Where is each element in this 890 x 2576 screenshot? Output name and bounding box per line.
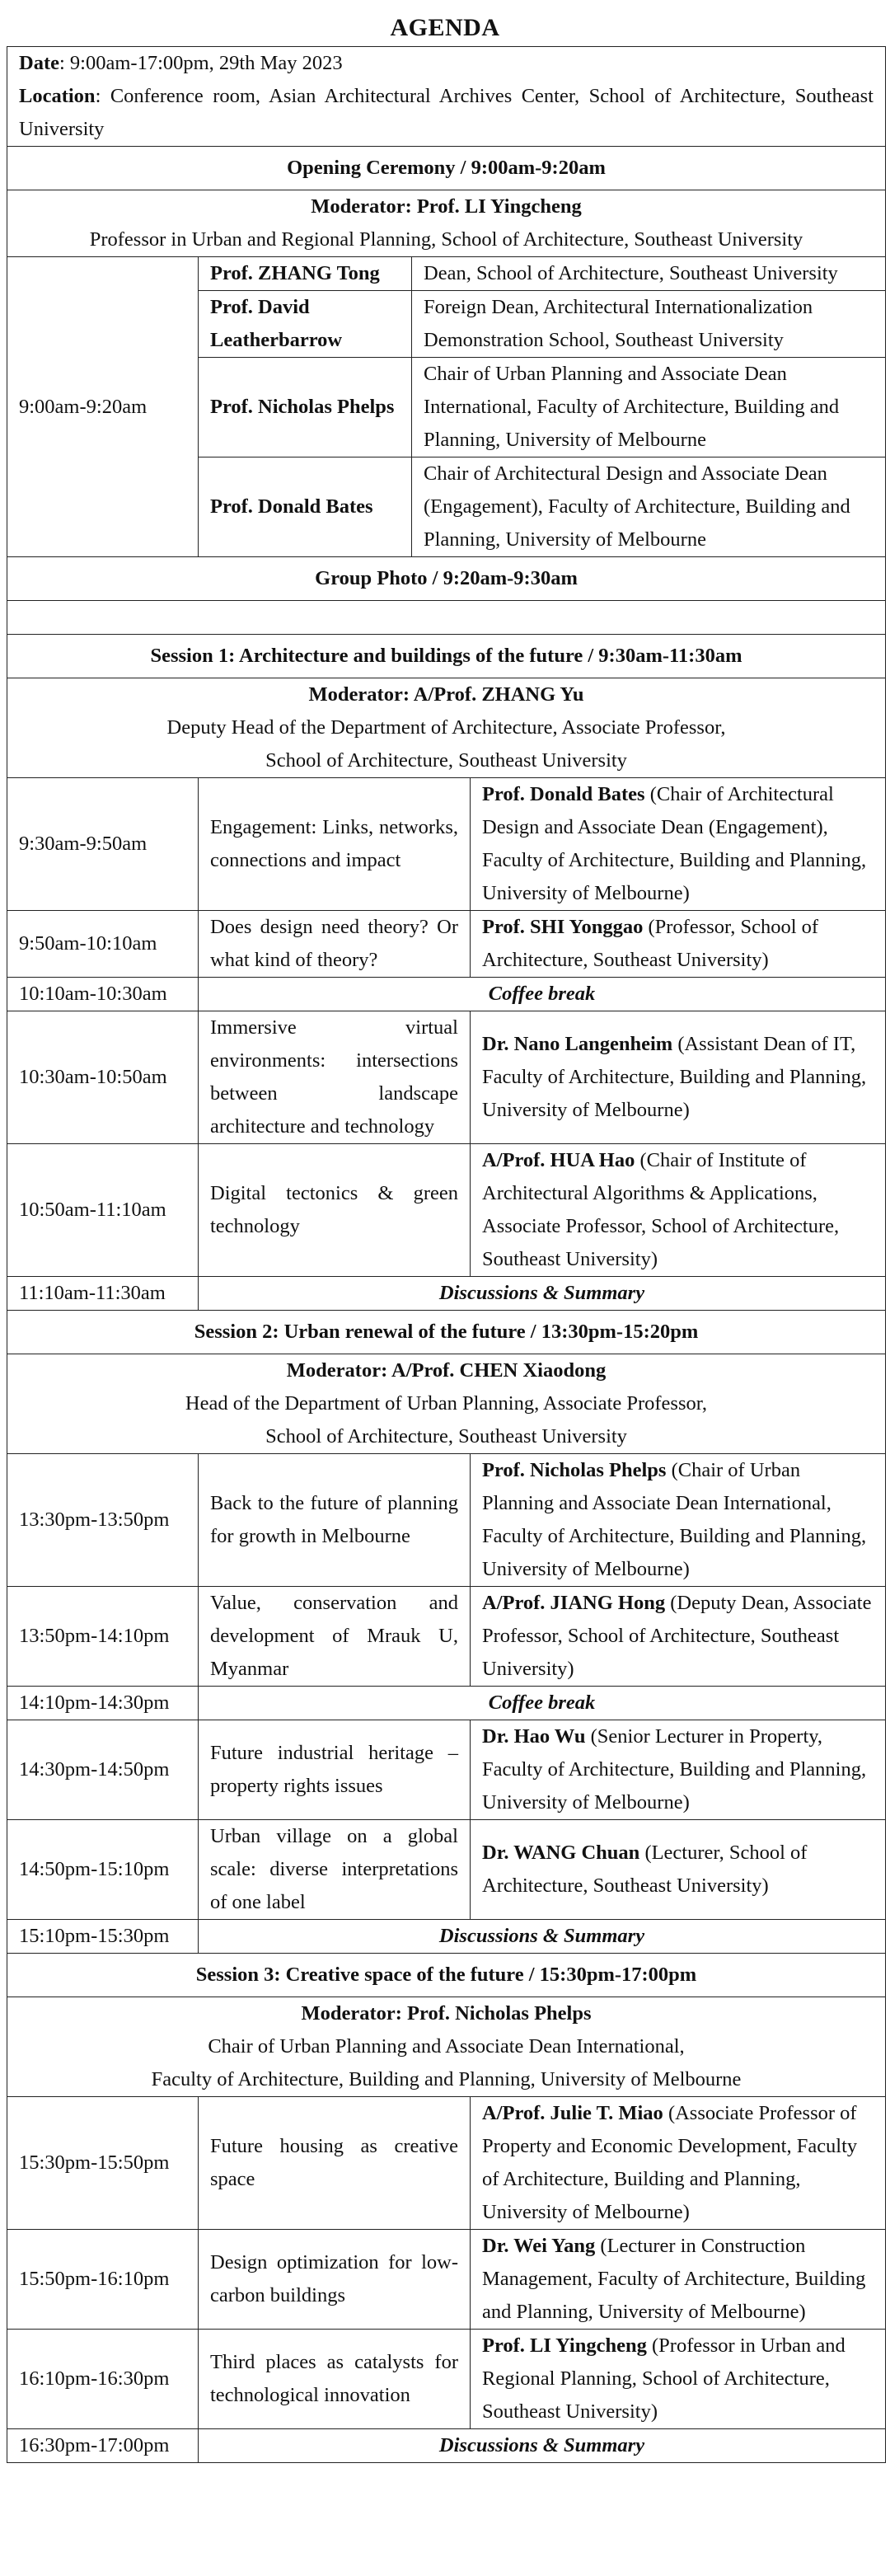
talk-row [7,1144,886,1277]
session-header-row [7,1954,886,1997]
speaker-cell [471,1587,886,1687]
time-slot: 14:10pm-14:30pm [7,1687,199,1720]
info-cell [7,47,886,147]
time-slot: 13:30pm-13:50pm [7,1454,199,1587]
break-row [7,1277,886,1311]
info-row [7,47,886,147]
time-slot: 11:10am-11:30am [7,1277,199,1311]
speaker-cell [471,1144,886,1277]
opening-speaker-role: Chair of Architectural Design and Associate Dean (Engagement), Faculty of Architecture, Building and Planning, University of Melbourne [424,462,850,551]
session-moderator-cell [7,678,886,778]
opening-moderator: Moderator: Prof. LI Yingcheng [311,195,582,218]
opening-speaker-role: Foreign Dean, Architectural Internationalization Demonstration School, Southeast University [412,291,886,358]
speaker-cell [471,2097,886,2230]
session-header-row [7,635,886,678]
talk-row [7,911,886,978]
opening-speaker-role: Chair of Urban Planning and Associate Dean International, Faculty of Architecture, Building and Planning, University of Melbourne [412,358,886,457]
speaker-cell [471,1454,886,1587]
talk-row [7,1454,886,1587]
break-label: Discussions & Summary [199,2429,886,2463]
spacer-row [7,601,886,635]
speaker-affiliation: (Lecturer in Construction Management, Faculty of Architecture, Building and Planning, University of Melbourne) [482,2235,866,2323]
speaker-name: Prof. Nicholas Phelps [482,1459,667,1481]
speaker-cell [471,2330,886,2429]
break-row [7,1920,886,1954]
speaker-name: Dr. Hao Wu [482,1725,586,1748]
opening-speakers-row [7,257,886,557]
time-slot: 15:50pm-16:10pm [7,2230,199,2330]
session-moderator-row [7,1354,886,1454]
speaker-cell [471,911,886,978]
speaker-name: Prof. LI Yingcheng [482,2334,647,2357]
speaker-affiliation: (Professor in Urban and Regional Planning, School of Architecture, Southeast University) [482,2334,846,2423]
session-header: Session 3: Creative space of the future / 15:30pm-17:00pm [7,1954,886,1997]
opening-moderator-cell [7,190,886,257]
opening-speaker-role: Dean, School of Architecture, Southeast University [412,257,886,291]
time-slot: 9:50am-10:10am [7,911,199,978]
talk-topic: Immersive virtual environments: intersections between landscape architecture and technology [199,1011,471,1144]
opening-speakers-cell [199,257,886,557]
opening-speaker-row [199,457,885,557]
time-slot: 16:10pm-16:30pm [7,2330,199,2429]
opening-header: Opening Ceremony / 9:00am-9:20am [7,147,886,190]
talk-row [7,1720,886,1820]
talk-row [7,1820,886,1920]
speaker-name: Dr. Nano Langenheim [482,1033,673,1055]
speaker-name: A/Prof. JIANG Hong [482,1592,666,1614]
speaker-cell [471,778,886,911]
talk-topic: Urban village on a global scale: diverse interpretations of one label [199,1820,471,1920]
talk-row [7,1011,886,1144]
session-header-row [7,1311,886,1354]
location-label: Location [19,85,96,107]
talk-topic: Third places as catalysts for technological innovation [199,2330,471,2429]
session-moderator: Moderator: Prof. Nicholas Phelps [301,2002,592,2025]
speaker-name: Dr. WANG Chuan [482,1842,640,1864]
time-slot: 10:50am-11:10am [7,1144,199,1277]
opening-speakers-table [199,257,885,556]
speaker-affiliation: (Chair of Institute of Architectural Algorithms & Applications, Associate Professor, School of Architecture, Southeast University) [482,1149,840,1270]
talk-topic: Future housing as creative space [199,2097,471,2230]
opening-time: 9:00am-9:20am [7,257,199,557]
session-moderator-cell [7,1997,886,2097]
agenda-table [7,46,886,2463]
session-moderator-desc: School of Architecture, Southeast University [265,1425,627,1448]
time-slot: 13:50pm-14:10pm [7,1587,199,1687]
speaker-cell [471,1720,886,1820]
session-moderator-row [7,1997,886,2097]
talk-topic: Design optimization for low-carbon buildings [199,2230,471,2330]
break-row [7,2429,886,2463]
break-label: Coffee break [199,1687,886,1720]
break-row [7,1687,886,1720]
talk-topic: Back to the future of planning for growth in Melbourne [199,1454,471,1587]
speaker-cell [471,1011,886,1144]
break-label: Coffee break [199,978,886,1011]
session-moderator: Moderator: A/Prof. CHEN Xiaodong [286,1359,607,1382]
page-title: AGENDA [390,14,500,41]
session-header: Session 1: Architecture and buildings of the future / 9:30am-11:30am [7,635,886,678]
spacer-cell [7,601,886,635]
talk-topic: Engagement: Links, networks, connections and impact [199,778,471,911]
time-slot: 10:30am-10:50am [7,1011,199,1144]
time-slot: 16:30pm-17:00pm [7,2429,199,2463]
time-slot: 15:30pm-15:50pm [7,2097,199,2230]
time-slot: 14:30pm-14:50pm [7,1720,199,1820]
time-slot: 14:50pm-15:10pm [7,1820,199,1920]
opening-speaker-name: Prof. Nicholas Phelps [199,358,412,457]
speaker-name: Prof. Donald Bates [482,783,645,805]
opening-moderator-row [7,190,886,257]
speaker-name: A/Prof. Julie T. Miao [482,2102,663,2124]
speaker-name: Dr. Wei Yang [482,2235,596,2257]
date-value: : 9:00am-17:00pm, 29th May 2023 [59,52,343,74]
speaker-affiliation: (Professor, School of Architecture, Southeast University) [482,916,819,971]
talk-row [7,2330,886,2429]
speaker-affiliation: (Deputy Dean, Associate Professor, School of Architecture, Southeast University) [482,1592,872,1680]
session-header: Session 2: Urban renewal of the future / 13:30pm-15:20pm [7,1311,886,1354]
speaker-cell [471,1820,886,1920]
date-line [19,47,874,80]
break-row [7,978,886,1011]
break-label: Discussions & Summary [199,1277,886,1311]
session-moderator-cell [7,1354,886,1454]
talk-topic: Does design need theory? Or what kind of theory? [199,911,471,978]
opening-speaker-row [199,291,885,358]
session-moderator-row [7,678,886,778]
opening-speaker-name: Prof. ZHANG Tong [199,257,412,291]
speaker-affiliation: (Lecturer, School of Architecture, Southeast University) [482,1842,808,1897]
speaker-name: A/Prof. HUA Hao [482,1149,635,1171]
location-line [19,80,874,146]
location-value: : Conference room, Asian Architectural Archives Center, School of Architecture, Southeast University [19,85,874,140]
opening-moderator-desc: Professor in Urban and Regional Planning, School of Architecture, Southeast University [89,228,803,251]
opening-speaker-row [199,257,885,291]
session-moderator: Moderator: A/Prof. ZHANG Yu [308,683,584,706]
time-slot: 9:30am-9:50am [7,778,199,911]
talk-topic: Future industrial heritage – property rights issues [199,1720,471,1820]
session-moderator-desc: Chair of Urban Planning and Associate Dean International, [208,2035,685,2058]
talk-row [7,2230,886,2330]
talk-row [7,778,886,911]
date-label: Date [19,52,59,74]
speaker-name: Prof. SHI Yonggao [482,916,644,938]
break-label: Discussions & Summary [199,1920,886,1954]
talk-topic: Value, conservation and development of Mrauk U, Myanmar [199,1587,471,1687]
session-moderator-desc: Head of the Department of Urban Planning, Associate Professor, [185,1392,708,1415]
opening-speaker-row [199,358,885,457]
talk-topic: Digital tectonics & green technology [199,1144,471,1277]
speaker-affiliation: (Chair of Architectural Design and Associate Dean (Engagement), Faculty of Architecture, Building and Planning, University of Melbourne) [482,783,867,904]
time-slot: 15:10pm-15:30pm [7,1920,199,1954]
speaker-affiliation: (Associate Professor of Property and Economic Development, Faculty of Architecture, Building and Planning, University of Melbourne) [482,2102,858,2223]
opening-speaker-name: Prof. David Leatherbarrow [199,291,412,358]
group-photo-row [7,557,886,601]
session-moderator-desc: Faculty of Architecture, Building and Planning, University of Melbourne [151,2068,742,2090]
session-moderator-desc: Deputy Head of the Department of Architecture, Associate Professor, [166,716,726,739]
opening-header-row [7,147,886,190]
talk-row [7,2097,886,2230]
session-moderator-desc: School of Architecture, Southeast University [265,749,627,772]
group-photo: Group Photo / 9:20am-9:30am [7,557,886,601]
speaker-affiliation: (Chair of Urban Planning and Associate Dean International, Faculty of Architecture, Building and Planning, University of Melbourne) [482,1459,867,1580]
time-slot: 10:10am-10:30am [7,978,199,1011]
talk-row [7,1587,886,1687]
speaker-cell [471,2230,886,2330]
speaker-affiliation: (Assistant Dean of IT, Faculty of Architecture, Building and Planning, University of Melbourne) [482,1033,867,1121]
speaker-affiliation: (Senior Lecturer in Property, Faculty of Architecture, Building and Planning, University of Melbourne) [482,1725,867,1814]
opening-speaker-name: Prof. Donald Bates [199,457,412,557]
